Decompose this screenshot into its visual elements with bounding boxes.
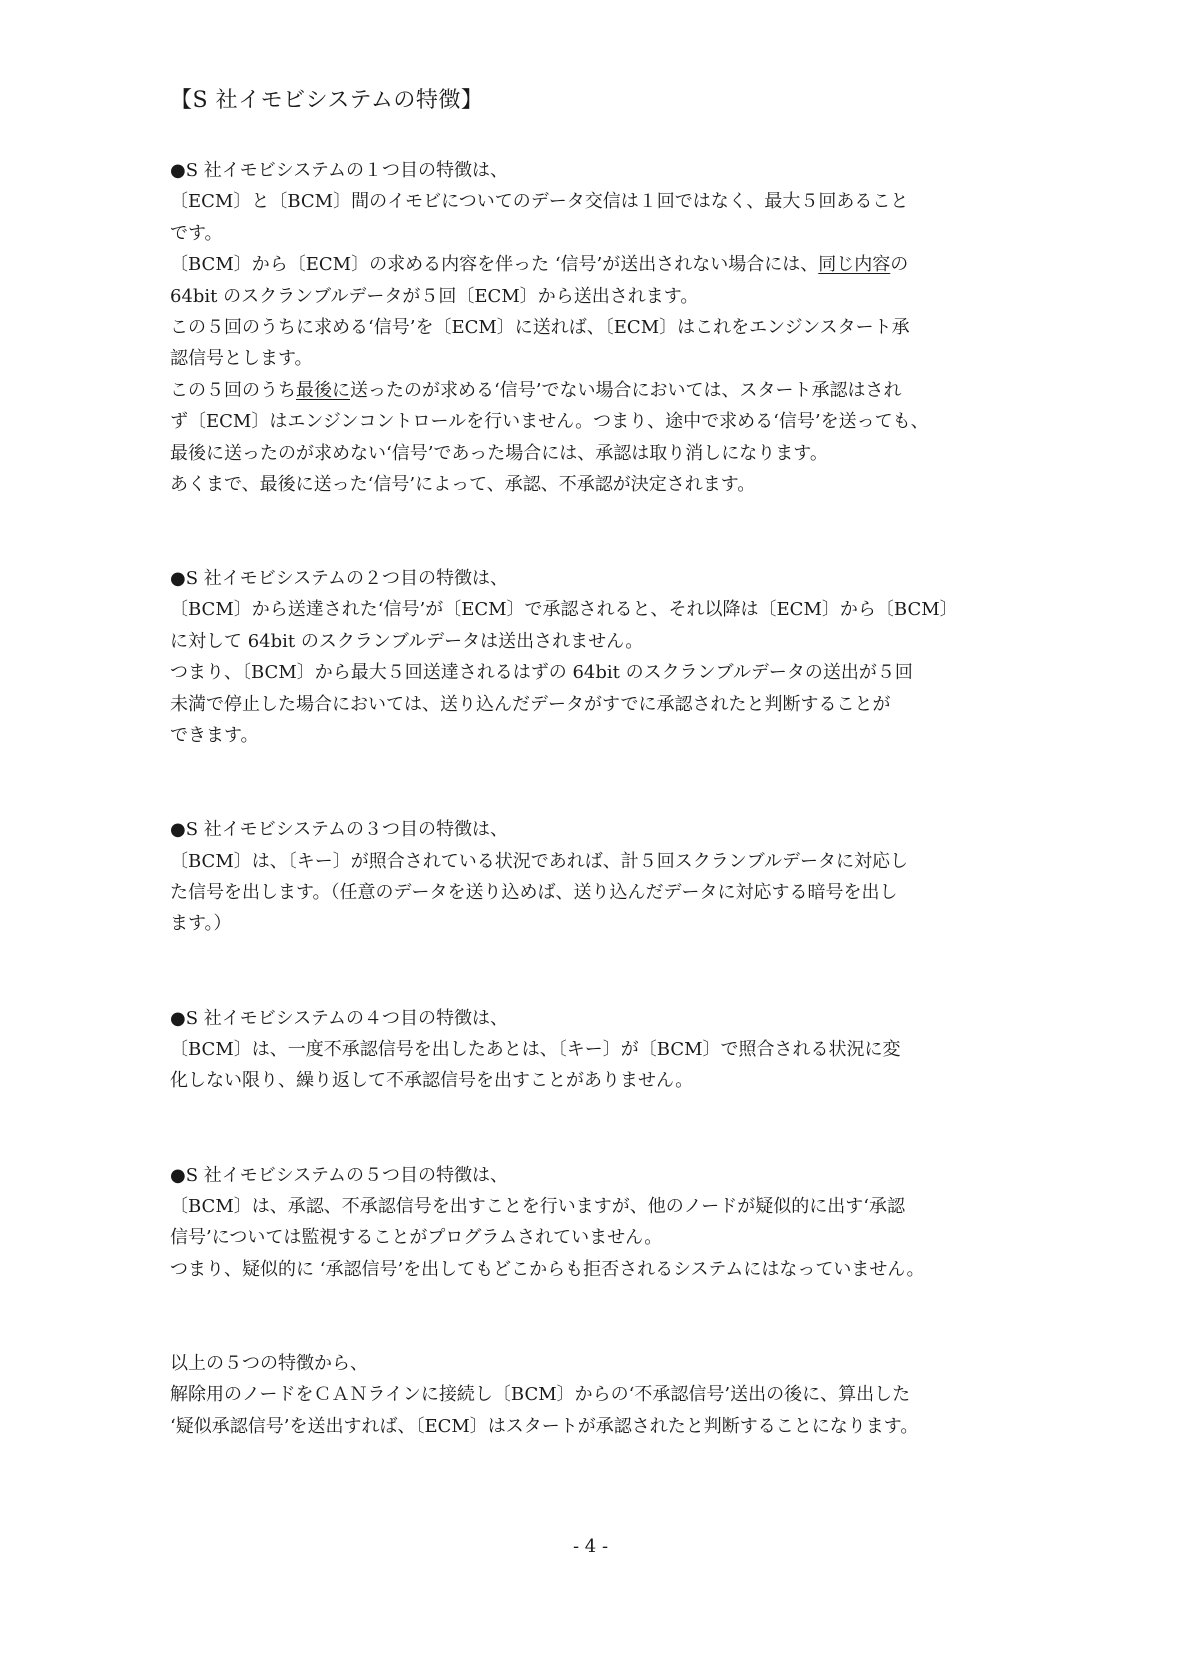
- spacer: [170, 532, 1030, 563]
- paragraph-line: 以上の５つの特徴から、: [170, 1352, 368, 1374]
- spacer: [170, 751, 1030, 782]
- paragraph-line: つまり、〔BCM〕から最大５回送達されるはずの 64bit のスクランブルデータの送出が５回: [170, 662, 913, 684]
- paragraph-line: 認信号とします。: [170, 348, 313, 370]
- paragraph-line: 〔BCM〕は、一度不承認信号を出したあとは、〔キー〕が〔BCM〕で照合される状況に変: [170, 1038, 901, 1060]
- underlined-text: 同じ内容: [818, 254, 891, 276]
- document-body: [170, 155, 1030, 1442]
- paragraph-line: 解除用のノードをＣＡＮラインに接続し〔BCM〕からの‘不承認信号’送出の後に、算出した: [170, 1384, 911, 1406]
- spacer: [170, 1316, 1030, 1347]
- spacer: [170, 783, 1030, 814]
- paragraph-line: つまり、疑似的に ‘承認信号’を出してもどこからも拒否されるシステムにはなっていません。: [170, 1258, 925, 1280]
- section-heading: 【S 社イモビシステムの特徴】: [170, 88, 484, 113]
- paragraph-line: 〔BCM〕から送達された‘信号’が〔ECM〕で承認されると、それ以降は〔ECM〕から〔BCM〕: [170, 599, 958, 621]
- paragraph-line: 〔BCM〕は、〔キー〕が照合されている状況であれば、計５回スクランブルデータに対応し: [170, 850, 909, 872]
- paragraph-line: できます。: [170, 725, 259, 747]
- paragraph-line: この５回のうちに求める‘信号’を〔ECM〕に送れば、〔ECM〕はこれをエンジンスタート承: [170, 316, 910, 338]
- paragraph-line: ●S 社イモビシステムの３つ目の特徴は、: [170, 819, 508, 841]
- spacer: [170, 940, 1030, 971]
- paragraph-line: ●S 社イモビシステムの２つ目の特徴は、: [170, 568, 508, 590]
- paragraph-line: あくまで、最後に送った‘信号’によって、承認、不承認が決定されます。: [170, 473, 756, 495]
- paragraph-line: ●S 社イモビシステムの５つ目の特徴は、: [170, 1164, 508, 1186]
- spacer: [170, 1285, 1030, 1316]
- spacer: [170, 971, 1030, 1002]
- paragraph-line: ‘疑似承認信号’を送出すれば、〔ECM〕はスタートが承認されたと判断することになります。: [170, 1415, 919, 1437]
- paragraph-line: この５回のうち最後に送ったのが求める‘信号’でない場合においては、スタート承認はされ: [170, 379, 902, 401]
- paragraph-line: です。: [170, 222, 223, 244]
- spacer: [170, 1097, 1030, 1128]
- spacer: [170, 500, 1030, 531]
- page-number: - 4 -: [572, 1536, 609, 1557]
- paragraph-line: 信号’については監視することがプログラムされていません。: [170, 1227, 663, 1249]
- paragraph-line: に対して 64bit のスクランブルデータは送出されません。: [170, 630, 644, 652]
- underlined-text: 最後に: [296, 379, 350, 401]
- paragraph-line: 最後に送ったのが求めない‘信号’であった場合には、承認は取り消しになります。: [170, 442, 828, 464]
- paragraph-line: 未満で停止した場合においては、送り込んだデータがすでに承認されたと判断することが: [170, 693, 891, 715]
- paragraph-line: 64bit のスクランブルデータが５回〔ECM〕から送出されます。: [170, 285, 699, 307]
- paragraph-line: ます。）: [170, 913, 232, 935]
- paragraph-line: ず〔ECM〕はエンジンコントロールを行いません。つまり、途中で求める‘信号’を送っても、: [170, 411, 929, 433]
- paragraph-line: 〔BCM〕から〔ECM〕の求める内容を伴った ‘信号’が送出されない場合には、同じ内容の: [170, 254, 909, 276]
- paragraph-line: ●S 社イモビシステムの１つ目の特徴は、: [170, 160, 508, 181]
- spacer: [170, 1128, 1030, 1159]
- paragraph-line: 〔ECM〕と〔BCM〕間のイモビについてのデータ交信は１回ではなく、最大５回あること: [170, 191, 909, 213]
- paragraph-line: ●S 社イモビシステムの４つ目の特徴は、: [170, 1007, 508, 1029]
- paragraph-line: 〔BCM〕は、承認、不承認信号を出すことを行いますが、他のノードが疑似的に出す‘承認: [170, 1195, 905, 1217]
- paragraph-line: た信号を出します。（任意のデータを送り込めば、送り込んだデータに対応する暗号を出し: [170, 881, 898, 903]
- paragraph-line: 化しない限り、繰り返して不承認信号を出すことがありません。: [170, 1070, 694, 1092]
